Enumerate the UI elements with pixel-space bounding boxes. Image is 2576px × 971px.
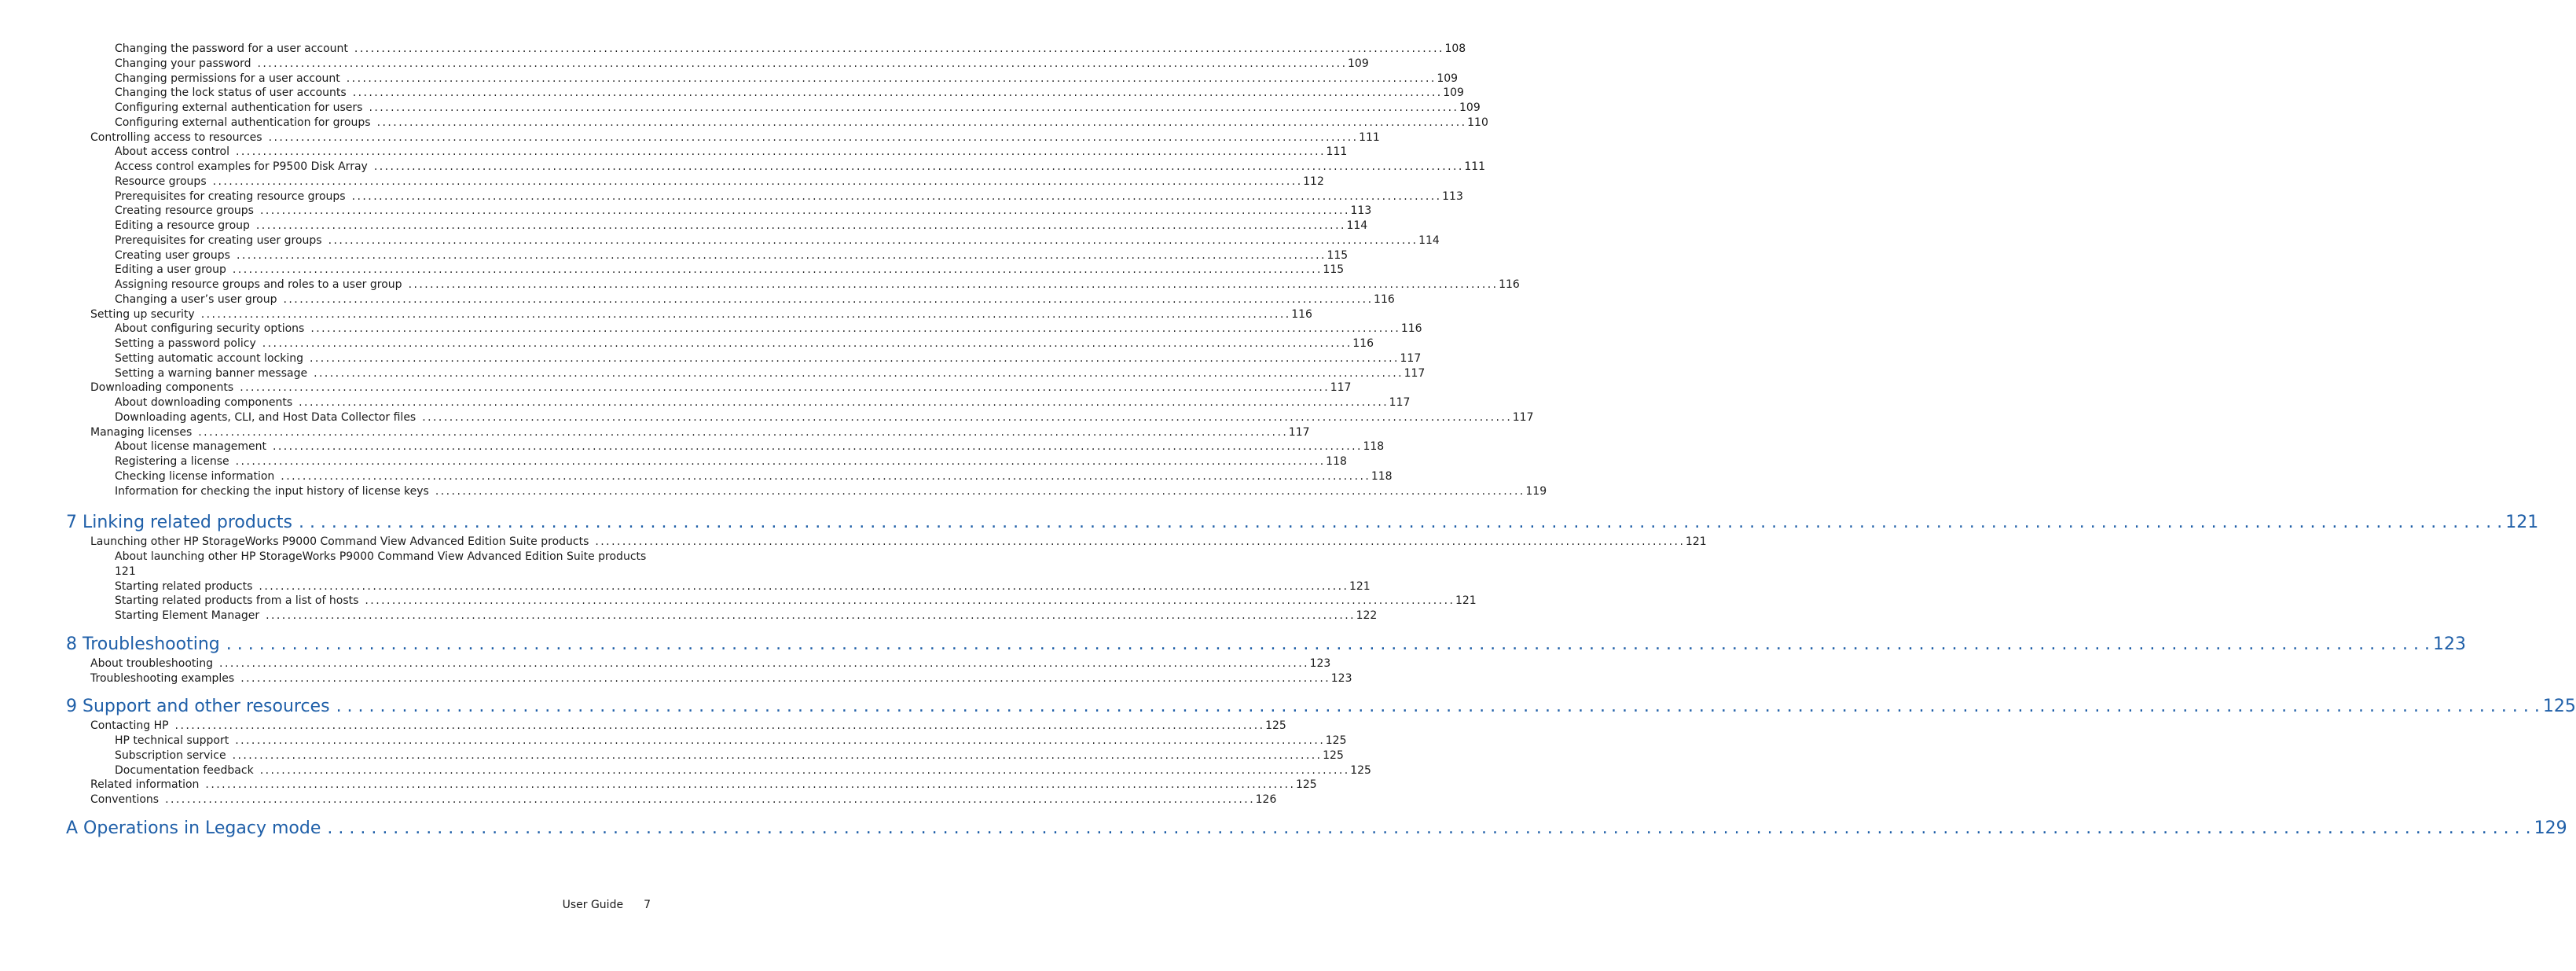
toc-entry[interactable] xyxy=(66,175,1324,189)
toc-leader-dots xyxy=(226,633,2430,657)
toc-entry-title: Changing a user’s user group xyxy=(115,292,277,306)
toc-leader-dots xyxy=(237,248,1324,263)
toc-chapter-8[interactable] xyxy=(66,633,2467,657)
toc-entry-page: 116 xyxy=(1352,337,1374,350)
toc-entry-page: 108 xyxy=(1444,42,1466,55)
page-footer xyxy=(472,899,651,911)
toc-leader-dots xyxy=(219,657,1307,671)
toc-chapter-title: 9 Support and other resources xyxy=(66,697,330,717)
toc-leader-dots xyxy=(260,763,1348,778)
toc-entry[interactable] xyxy=(66,131,1380,145)
toc-chapter-title: 7 Linking related products xyxy=(66,513,292,533)
toc-entry-page: 109 xyxy=(1348,57,1369,70)
toc-entry[interactable] xyxy=(66,234,1440,248)
toc-entry-page: 111 xyxy=(1464,160,1486,173)
toc-leader-dots xyxy=(269,131,1356,145)
toc-leader-dots xyxy=(299,395,1386,410)
toc-section-chapter-8 xyxy=(66,657,1352,686)
toc-leader-dots xyxy=(336,695,2540,719)
toc-entry-title: Assigning resource groups and roles to a user group xyxy=(115,278,402,291)
toc-entry[interactable] xyxy=(66,292,1395,307)
toc-entry-title: Starting related products xyxy=(115,579,253,593)
toc-leader-dots xyxy=(256,219,1344,234)
toc-entry-title: Starting related products from a list of hosts xyxy=(115,594,359,608)
toc-leader-dots xyxy=(352,189,1440,204)
toc-leader-dots xyxy=(233,263,1320,278)
toc-entry-page: 123 xyxy=(1309,657,1331,670)
toc-entry-page: 109 xyxy=(1443,86,1464,100)
toc-entry-page: 116 xyxy=(1291,307,1312,321)
toc-entry-page: 125 xyxy=(1325,734,1347,747)
toc-entry-page: 114 xyxy=(1346,219,1368,232)
toc-entry-title: Checking license information xyxy=(115,469,275,483)
toc-entry-title: Subscription service xyxy=(115,748,226,762)
toc-entry-page: 111 xyxy=(1359,131,1380,144)
toc-entry[interactable] xyxy=(66,763,1371,778)
toc-entry-title: Configuring external authentication for users xyxy=(115,101,363,114)
toc-entry-title: Setting a password policy xyxy=(115,337,256,350)
toc-entry-title: Setting automatic account locking xyxy=(115,351,303,365)
toc-entry[interactable] xyxy=(66,42,1466,57)
toc-entry[interactable] xyxy=(66,351,1422,366)
toc-entry[interactable] xyxy=(66,307,1312,322)
toc-entry[interactable] xyxy=(66,101,1481,116)
toc-entry[interactable] xyxy=(66,425,1310,440)
toc-chapter-9[interactable] xyxy=(66,695,2576,719)
toc-entry[interactable] xyxy=(66,657,1331,671)
toc-entry-title: Setting a warning banner message xyxy=(115,366,308,380)
toc-chapter-page: 121 xyxy=(2505,513,2539,533)
toc-leader-dots xyxy=(281,469,1368,484)
toc-entry-title: Registering a license xyxy=(115,455,229,468)
toc-entry[interactable] xyxy=(66,793,1277,807)
toc-leader-dots xyxy=(595,535,1682,550)
toc-section-security xyxy=(66,42,1547,498)
toc-leader-dots xyxy=(213,175,1301,189)
toc-entry[interactable] xyxy=(66,395,1411,410)
toc-leader-dots xyxy=(257,57,1345,72)
toc-leader-dots xyxy=(201,307,1289,322)
toc-entry-page: 111 xyxy=(1326,145,1348,159)
toc-entry-page: 117 xyxy=(1512,410,1534,424)
toc-leader-dots xyxy=(260,204,1348,219)
toc-entry-title: Related information xyxy=(90,778,200,792)
toc-entry[interactable] xyxy=(66,440,1385,454)
toc-entry[interactable] xyxy=(66,263,1345,278)
toc-leader-dots xyxy=(328,234,1416,248)
toc-leader-dots xyxy=(310,351,1397,366)
toc-leader-dots xyxy=(259,579,1346,594)
toc-leader-dots xyxy=(374,160,1462,175)
toc-entry-title: About access control xyxy=(115,145,229,159)
toc-entry-page: 125 xyxy=(1295,778,1317,792)
toc-entry-title: Creating resource groups xyxy=(115,204,254,218)
toc-leader-dots xyxy=(314,366,1401,381)
toc-entry-title: Starting Element Manager xyxy=(115,609,260,622)
toc-leader-dots xyxy=(273,440,1360,454)
toc-entry[interactable] xyxy=(66,550,651,579)
toc-entry-page: 116 xyxy=(1374,292,1395,306)
toc-leader-dots xyxy=(327,817,2530,840)
toc-entry-title: HP technical support xyxy=(115,734,229,747)
toc-leader-dots xyxy=(266,609,1353,623)
toc-entry-page: 118 xyxy=(1326,455,1347,468)
toc-entry-page: 112 xyxy=(1303,175,1324,188)
toc-entry-title: Access control examples for P9500 Disk Array xyxy=(115,160,368,173)
toc-entry[interactable] xyxy=(66,278,1520,292)
toc-entry-page: 121 xyxy=(115,565,136,578)
toc-leader-dots xyxy=(422,410,1510,425)
toc-leader-dots xyxy=(236,454,1323,469)
toc-entry-title: Downloading components xyxy=(90,381,234,395)
toc-entry[interactable] xyxy=(66,594,1477,609)
toc-entry-page: 117 xyxy=(1389,396,1411,409)
toc-entry-page: 115 xyxy=(1327,248,1349,262)
toc-appendix-a[interactable] xyxy=(66,817,2567,840)
toc-entry-title: Creating user groups xyxy=(115,248,230,262)
toc-leader-dots xyxy=(299,511,2502,535)
toc-leader-dots xyxy=(165,793,1253,807)
table-of-contents xyxy=(66,42,2576,840)
toc-entry-page: 122 xyxy=(1356,609,1378,622)
toc-leader-dots xyxy=(310,322,1398,337)
toc-entry-page: 117 xyxy=(1400,351,1422,365)
toc-entry-title: Changing your password xyxy=(115,57,251,70)
toc-entry-page: 117 xyxy=(1404,366,1426,380)
toc-entry-page: 119 xyxy=(1525,484,1547,498)
toc-leader-dots xyxy=(409,278,1496,292)
toc-leader-dots xyxy=(354,42,1442,57)
toc-entry-title: Setting up security xyxy=(90,307,195,321)
toc-leader-dots xyxy=(347,72,1434,86)
toc-leader-dots xyxy=(236,145,1323,160)
toc-entry-title: Information for checking the input history of license keys xyxy=(115,484,429,498)
toc-entry[interactable] xyxy=(66,410,1534,425)
toc-leader-dots xyxy=(240,671,1328,686)
toc-entry[interactable] xyxy=(66,469,1393,484)
toc-chapter-page: 123 xyxy=(2433,634,2467,654)
toc-entry-title: Changing the lock status of user accounts xyxy=(115,86,347,100)
toc-entry-page: 125 xyxy=(1350,763,1371,777)
toc-entry-title: About launching other HP StorageWorks P9000 Command View Advanced Edition Suite products xyxy=(115,550,647,563)
toc-chapter-title: 8 Troubleshooting xyxy=(66,634,220,654)
toc-entry-title: Editing a user group xyxy=(115,263,226,277)
toc-leader-dots xyxy=(369,101,1456,116)
toc-entry[interactable] xyxy=(66,116,1488,131)
toc-section-chapter-9 xyxy=(66,719,1371,807)
toc-entry[interactable] xyxy=(66,337,1374,351)
toc-entry[interactable] xyxy=(66,734,1347,748)
toc-entry-page: 126 xyxy=(1255,793,1277,806)
footer-label: User Guide xyxy=(562,899,624,911)
toc-entry-title: Prerequisites for creating user groups xyxy=(115,234,322,247)
toc-entry[interactable] xyxy=(66,189,1463,204)
toc-entry-title: Changing permissions for a user account xyxy=(115,72,340,85)
toc-entry[interactable] xyxy=(66,719,1286,734)
toc-entry[interactable] xyxy=(66,748,1344,763)
toc-entry-title: Managing licenses xyxy=(90,425,193,439)
toc-section-chapter-7 xyxy=(66,579,1477,623)
toc-entry-title: About downloading components xyxy=(115,396,293,409)
toc-entry-page: 118 xyxy=(1363,440,1385,454)
toc-entry[interactable] xyxy=(66,609,1378,623)
toc-entry-page: 121 xyxy=(1349,579,1371,593)
toc-leader-dots xyxy=(175,719,1263,734)
toc-entry-title: Conventions xyxy=(90,793,160,806)
toc-entry[interactable] xyxy=(66,366,1426,381)
toc-entry[interactable] xyxy=(66,671,1352,686)
toc-leader-dots xyxy=(377,116,1465,131)
toc-entry[interactable] xyxy=(66,535,1707,550)
toc-entry-title: Launching other HP StorageWorks P9000 Command View Advanced Edition Suite products xyxy=(90,535,589,549)
toc-entry-title: About configuring security options xyxy=(115,322,305,336)
toc-entry-page: 113 xyxy=(1442,189,1463,203)
toc-entry-page: 123 xyxy=(1330,671,1352,685)
toc-chapter-7[interactable] xyxy=(66,511,2539,535)
toc-leader-dots xyxy=(233,748,1320,763)
toc-entry-title: About license management xyxy=(115,440,266,454)
toc-entry-page: 125 xyxy=(1265,719,1286,733)
toc-chapter-page: 129 xyxy=(2534,818,2567,838)
toc-leader-dots xyxy=(353,86,1440,101)
toc-entry-page: 116 xyxy=(1400,322,1422,336)
toc-entry[interactable] xyxy=(66,248,1349,263)
toc-entry-page: 113 xyxy=(1350,204,1372,218)
toc-entry-title: Changing the password for a user account xyxy=(115,42,348,55)
toc-entry[interactable] xyxy=(66,484,1547,499)
toc-entry-title: About troubleshooting xyxy=(90,657,214,670)
toc-entry-page: 114 xyxy=(1418,234,1440,247)
toc-entry-title: Configuring external authentication for groups xyxy=(115,116,371,129)
toc-entry-page: 125 xyxy=(1323,748,1344,762)
toc-leader-dots xyxy=(235,734,1323,748)
toc-entry-title: Prerequisites for creating resource groups xyxy=(115,189,346,203)
toc-entry-page: 121 xyxy=(1685,535,1707,549)
toc-entry-page: 116 xyxy=(1499,278,1520,291)
toc-entry-page: 121 xyxy=(1455,594,1477,608)
toc-chapter-page: 125 xyxy=(2542,697,2576,717)
toc-chapter-title: A Operations in Legacy mode xyxy=(66,818,321,838)
toc-entry[interactable] xyxy=(66,322,1422,337)
toc-entry[interactable] xyxy=(66,381,1352,395)
toc-leader-dots xyxy=(262,337,1350,351)
toc-entry-page: 109 xyxy=(1459,101,1481,114)
toc-leader-dots xyxy=(284,292,1371,307)
toc-entry-title: Editing a resource group xyxy=(115,219,250,232)
toc-entry[interactable] xyxy=(66,72,1459,86)
toc-leader-dots xyxy=(240,381,1327,395)
toc-leader-dots xyxy=(365,594,1452,609)
toc-entry-title: Controlling access to resources xyxy=(90,131,262,144)
toc-entry[interactable] xyxy=(66,219,1368,234)
toc-entry-page: 117 xyxy=(1330,381,1352,395)
toc-entry-page: 115 xyxy=(1323,263,1345,277)
toc-entry-page: 118 xyxy=(1371,469,1393,483)
toc-leader-dots xyxy=(435,484,1523,499)
toc-entry[interactable] xyxy=(66,204,1372,219)
toc-entry[interactable] xyxy=(66,778,1317,793)
toc-entry[interactable] xyxy=(66,579,1371,594)
toc-entry[interactable] xyxy=(66,454,1347,469)
toc-entry-page: 117 xyxy=(1288,425,1310,439)
toc-entry-title: Downloading agents, CLI, and Host Data Collector files xyxy=(115,410,416,424)
toc-entry-page: 110 xyxy=(1467,116,1488,129)
toc-entry-title: Documentation feedback xyxy=(115,763,254,777)
page-number: 7 xyxy=(644,899,651,911)
toc-entry-title: Contacting HP xyxy=(90,719,169,733)
toc-entry[interactable] xyxy=(66,160,1486,175)
toc-entry[interactable] xyxy=(66,145,1348,160)
toc-entry-page: 109 xyxy=(1437,72,1459,85)
toc-entry-title: Troubleshooting examples xyxy=(90,671,235,685)
toc-leader-dots xyxy=(198,425,1286,440)
toc-entry[interactable] xyxy=(66,86,1464,101)
toc-entry[interactable] xyxy=(66,57,1369,72)
toc-leader-dots xyxy=(205,778,1293,793)
toc-entry-title: Resource groups xyxy=(115,175,207,188)
